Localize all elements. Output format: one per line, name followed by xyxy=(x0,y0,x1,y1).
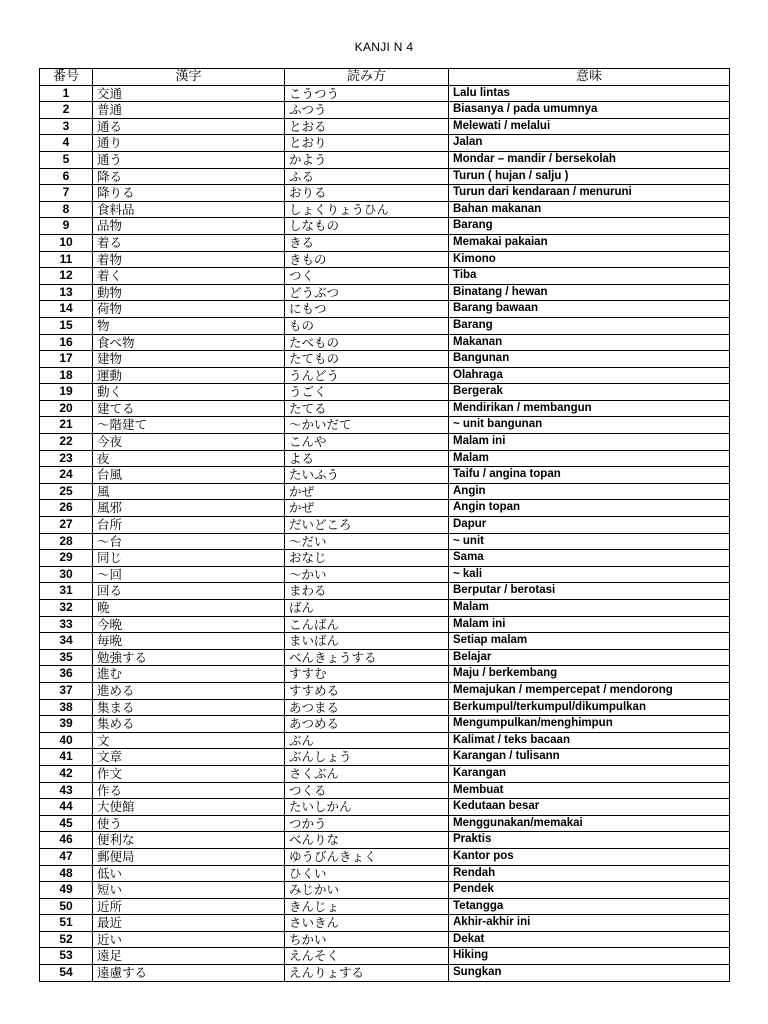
row-meaning: Makanan xyxy=(449,334,730,351)
row-reading: たべもの xyxy=(285,334,449,351)
row-meaning: Malam xyxy=(449,450,730,467)
row-meaning: Mengumpulkan/menghimpun xyxy=(449,716,730,733)
row-meaning: Lalu lintas xyxy=(449,85,730,102)
row-reading: つかう xyxy=(285,815,449,832)
row-reading: にもつ xyxy=(285,301,449,318)
row-number: 28 xyxy=(40,533,93,550)
row-kanji: 回る xyxy=(93,583,285,600)
row-reading: あつめる xyxy=(285,716,449,733)
row-reading: ～かいだて xyxy=(285,417,449,434)
row-reading: とおり xyxy=(285,135,449,152)
row-number: 41 xyxy=(40,749,93,766)
table-row xyxy=(40,965,730,982)
row-number: 39 xyxy=(40,716,93,733)
row-number: 30 xyxy=(40,566,93,583)
row-number: 1 xyxy=(40,85,93,102)
row-number: 10 xyxy=(40,234,93,251)
row-number: 11 xyxy=(40,251,93,268)
table-row xyxy=(40,517,730,534)
row-reading: もの xyxy=(285,317,449,334)
row-kanji: 勉強する xyxy=(93,649,285,666)
table-row xyxy=(40,848,730,865)
row-meaning: Biasanya / pada umumnya xyxy=(449,102,730,119)
row-reading: どうぶつ xyxy=(285,284,449,301)
row-number: 5 xyxy=(40,151,93,168)
row-meaning: Turun ( hujan / salju ) xyxy=(449,168,730,185)
table-row xyxy=(40,483,730,500)
row-number: 8 xyxy=(40,201,93,218)
row-kanji: 動く xyxy=(93,384,285,401)
row-kanji: 着物 xyxy=(93,251,285,268)
row-kanji: 荷物 xyxy=(93,301,285,318)
row-reading: さいきん xyxy=(285,915,449,932)
row-reading: とおる xyxy=(285,118,449,135)
row-reading: うごく xyxy=(285,384,449,401)
row-number: 50 xyxy=(40,898,93,915)
header-row xyxy=(40,69,730,86)
table-row xyxy=(40,185,730,202)
row-meaning: Memajukan / mempercepat / mendorong xyxy=(449,682,730,699)
row-number: 2 xyxy=(40,102,93,119)
row-kanji: 同じ xyxy=(93,550,285,567)
row-number: 22 xyxy=(40,434,93,451)
row-meaning: ~ unit bangunan xyxy=(449,417,730,434)
table-row xyxy=(40,102,730,119)
row-reading: つく xyxy=(285,268,449,285)
row-number: 47 xyxy=(40,848,93,865)
row-reading: きんじょ xyxy=(285,898,449,915)
page-title: KANJI N 4 xyxy=(354,40,414,54)
row-kanji: 動物 xyxy=(93,284,285,301)
row-kanji: 最近 xyxy=(93,915,285,932)
row-reading: かよう xyxy=(285,151,449,168)
row-number: 3 xyxy=(40,118,93,135)
row-kanji: 遠慮する xyxy=(93,965,285,982)
row-kanji: ～階建て xyxy=(93,417,285,434)
row-kanji: 進む xyxy=(93,666,285,683)
table-row xyxy=(40,865,730,882)
row-meaning: Angin xyxy=(449,483,730,500)
row-kanji: 使う xyxy=(93,815,285,832)
row-reading: ふつう xyxy=(285,102,449,119)
table-row xyxy=(40,931,730,948)
row-reading: つくる xyxy=(285,782,449,799)
row-reading: こんや xyxy=(285,434,449,451)
row-number: 52 xyxy=(40,931,93,948)
row-number: 6 xyxy=(40,168,93,185)
row-number: 46 xyxy=(40,832,93,849)
row-meaning: Turun dari kendaraan / menuruni xyxy=(449,185,730,202)
row-meaning: Berputar / berotasi xyxy=(449,583,730,600)
row-kanji: 運動 xyxy=(93,367,285,384)
table-row xyxy=(40,367,730,384)
row-meaning: ~ kali xyxy=(449,566,730,583)
row-reading: ～かい xyxy=(285,566,449,583)
row-number: 20 xyxy=(40,400,93,417)
row-meaning: Dekat xyxy=(449,931,730,948)
row-kanji: ～台 xyxy=(93,533,285,550)
row-number: 7 xyxy=(40,185,93,202)
row-meaning: Berkumpul/terkumpul/dikumpulkan xyxy=(449,699,730,716)
row-reading: かぜ xyxy=(285,500,449,517)
table-row xyxy=(40,201,730,218)
row-number: 16 xyxy=(40,334,93,351)
table-row xyxy=(40,732,730,749)
row-reading: べんきょうする xyxy=(285,649,449,666)
row-meaning: Barang xyxy=(449,317,730,334)
row-kanji: 着る xyxy=(93,234,285,251)
row-number: 9 xyxy=(40,218,93,235)
row-kanji: 近所 xyxy=(93,898,285,915)
row-meaning: Tetangga xyxy=(449,898,730,915)
row-meaning: Memakai pakaian xyxy=(449,234,730,251)
row-reading: しなもの xyxy=(285,218,449,235)
row-meaning: Membuat xyxy=(449,782,730,799)
row-meaning: Mondar – mandir / bersekolah xyxy=(449,151,730,168)
table-row xyxy=(40,666,730,683)
table-row xyxy=(40,550,730,567)
row-meaning: Kantor pos xyxy=(449,848,730,865)
row-meaning: Akhir-akhir ini xyxy=(449,915,730,932)
header-reading: 読み方 xyxy=(285,69,449,86)
row-reading: まいばん xyxy=(285,633,449,650)
table-row xyxy=(40,915,730,932)
row-number: 40 xyxy=(40,732,93,749)
row-reading: えんりょする xyxy=(285,965,449,982)
row-kanji: 交通 xyxy=(93,85,285,102)
row-number: 37 xyxy=(40,682,93,699)
table-row xyxy=(40,566,730,583)
row-kanji: ～回 xyxy=(93,566,285,583)
table-row xyxy=(40,882,730,899)
row-reading: ～だい xyxy=(285,533,449,550)
row-number: 26 xyxy=(40,500,93,517)
row-reading: たいふう xyxy=(285,467,449,484)
row-number: 25 xyxy=(40,483,93,500)
row-kanji: 短い xyxy=(93,882,285,899)
header-meaning: 意味 xyxy=(449,69,730,86)
row-number: 29 xyxy=(40,550,93,567)
row-number: 18 xyxy=(40,367,93,384)
row-meaning: Sungkan xyxy=(449,965,730,982)
row-meaning: Kedutaan besar xyxy=(449,799,730,816)
table-header xyxy=(40,69,730,86)
table-row xyxy=(40,334,730,351)
row-number: 36 xyxy=(40,666,93,683)
row-reading: きる xyxy=(285,234,449,251)
row-reading: だいどころ xyxy=(285,517,449,534)
row-reading: おりる xyxy=(285,185,449,202)
table-row xyxy=(40,616,730,633)
row-meaning: Kimono xyxy=(449,251,730,268)
row-kanji: 便利な xyxy=(93,832,285,849)
row-reading: かぜ xyxy=(285,483,449,500)
row-number: 15 xyxy=(40,317,93,334)
row-reading: しょくりょうひん xyxy=(285,201,449,218)
row-reading: うんどう xyxy=(285,367,449,384)
table-row xyxy=(40,948,730,965)
row-number: 35 xyxy=(40,649,93,666)
table-row xyxy=(40,600,730,617)
row-meaning: Sama xyxy=(449,550,730,567)
table-row xyxy=(40,284,730,301)
table-row xyxy=(40,633,730,650)
table-row xyxy=(40,467,730,484)
row-number: 51 xyxy=(40,915,93,932)
row-kanji: 台所 xyxy=(93,517,285,534)
row-meaning: Karangan / tulisann xyxy=(449,749,730,766)
row-kanji: 作文 xyxy=(93,765,285,782)
row-meaning: Tiba xyxy=(449,268,730,285)
table-row xyxy=(40,118,730,135)
table-row xyxy=(40,500,730,517)
row-number: 49 xyxy=(40,882,93,899)
row-kanji: 通る xyxy=(93,118,285,135)
row-reading: すすめる xyxy=(285,682,449,699)
row-reading: べんりな xyxy=(285,832,449,849)
row-kanji: 夜 xyxy=(93,450,285,467)
row-number: 38 xyxy=(40,699,93,716)
row-number: 12 xyxy=(40,268,93,285)
row-number: 23 xyxy=(40,450,93,467)
row-meaning: Praktis xyxy=(449,832,730,849)
row-kanji: 食べ物 xyxy=(93,334,285,351)
table-row xyxy=(40,649,730,666)
row-number: 43 xyxy=(40,782,93,799)
row-kanji: 郵便局 xyxy=(93,848,285,865)
row-kanji: 近い xyxy=(93,931,285,948)
row-meaning: ~ unit xyxy=(449,533,730,550)
row-kanji: 通り xyxy=(93,135,285,152)
row-kanji: 品物 xyxy=(93,218,285,235)
row-reading: ぶんしょう xyxy=(285,749,449,766)
row-reading: たてもの xyxy=(285,351,449,368)
row-kanji: 今夜 xyxy=(93,434,285,451)
row-meaning: Menggunakan/memakai xyxy=(449,815,730,832)
row-number: 27 xyxy=(40,517,93,534)
table-row xyxy=(40,765,730,782)
row-meaning: Angin topan xyxy=(449,500,730,517)
row-number: 19 xyxy=(40,384,93,401)
row-number: 53 xyxy=(40,948,93,965)
row-meaning: Olahraga xyxy=(449,367,730,384)
row-reading: きもの xyxy=(285,251,449,268)
row-kanji: 毎晩 xyxy=(93,633,285,650)
row-meaning: Pendek xyxy=(449,882,730,899)
row-meaning: Maju / berkembang xyxy=(449,666,730,683)
row-number: 32 xyxy=(40,600,93,617)
row-meaning: Bahan makanan xyxy=(449,201,730,218)
row-number: 54 xyxy=(40,965,93,982)
row-meaning: Kalimat / teks bacaan xyxy=(449,732,730,749)
row-reading: ふる xyxy=(285,168,449,185)
row-reading: えんそく xyxy=(285,948,449,965)
row-reading: たてる xyxy=(285,400,449,417)
table-row xyxy=(40,782,730,799)
table-row xyxy=(40,234,730,251)
row-meaning: Malam ini xyxy=(449,616,730,633)
row-kanji: 降りる xyxy=(93,185,285,202)
table-body xyxy=(40,85,730,981)
row-kanji: 風邪 xyxy=(93,500,285,517)
table-row xyxy=(40,218,730,235)
row-kanji: 物 xyxy=(93,317,285,334)
table-row xyxy=(40,384,730,401)
row-meaning: Melewati / melalui xyxy=(449,118,730,135)
row-number: 45 xyxy=(40,815,93,832)
row-kanji: 通う xyxy=(93,151,285,168)
row-number: 13 xyxy=(40,284,93,301)
row-meaning: Malam xyxy=(449,600,730,617)
table-row xyxy=(40,716,730,733)
table-row xyxy=(40,749,730,766)
row-reading: おなじ xyxy=(285,550,449,567)
table-row xyxy=(40,583,730,600)
row-kanji: 大使館 xyxy=(93,799,285,816)
header-kanji: 漢字 xyxy=(93,69,285,86)
row-number: 42 xyxy=(40,765,93,782)
table-row xyxy=(40,533,730,550)
row-reading: ひくい xyxy=(285,865,449,882)
row-meaning: Hiking xyxy=(449,948,730,965)
row-reading: すすむ xyxy=(285,666,449,683)
row-number: 21 xyxy=(40,417,93,434)
table-row xyxy=(40,85,730,102)
row-number: 34 xyxy=(40,633,93,650)
row-meaning: Bangunan xyxy=(449,351,730,368)
row-reading: ばん xyxy=(285,600,449,617)
row-kanji: 今晩 xyxy=(93,616,285,633)
row-kanji: 風 xyxy=(93,483,285,500)
row-kanji: 集める xyxy=(93,716,285,733)
row-reading: こんばん xyxy=(285,616,449,633)
row-meaning: Belajar xyxy=(449,649,730,666)
row-kanji: 建物 xyxy=(93,351,285,368)
row-meaning: Jalan xyxy=(449,135,730,152)
header-number: 番号 xyxy=(40,69,93,86)
row-kanji: 建てる xyxy=(93,400,285,417)
row-meaning: Binatang / hewan xyxy=(449,284,730,301)
table-row xyxy=(40,434,730,451)
table-row xyxy=(40,317,730,334)
table-row xyxy=(40,699,730,716)
row-kanji: 台風 xyxy=(93,467,285,484)
row-meaning: Malam ini xyxy=(449,434,730,451)
row-kanji: 着く xyxy=(93,268,285,285)
row-kanji: 進める xyxy=(93,682,285,699)
table-row xyxy=(40,682,730,699)
table-row xyxy=(40,815,730,832)
row-meaning: Barang xyxy=(449,218,730,235)
row-reading: よる xyxy=(285,450,449,467)
row-reading: ちかい xyxy=(285,931,449,948)
row-meaning: Karangan xyxy=(449,765,730,782)
row-kanji: 集まる xyxy=(93,699,285,716)
row-kanji: 低い xyxy=(93,865,285,882)
row-reading: こうつう xyxy=(285,85,449,102)
row-number: 44 xyxy=(40,799,93,816)
table-row xyxy=(40,151,730,168)
row-number: 33 xyxy=(40,616,93,633)
row-kanji: 普通 xyxy=(93,102,285,119)
kanji-vocabulary-table xyxy=(39,68,730,982)
row-reading: たいしかん xyxy=(285,799,449,816)
table-row xyxy=(40,799,730,816)
table-row xyxy=(40,351,730,368)
table-row xyxy=(40,268,730,285)
table-row xyxy=(40,450,730,467)
row-number: 48 xyxy=(40,865,93,882)
row-kanji: 食料品 xyxy=(93,201,285,218)
row-kanji: 文 xyxy=(93,732,285,749)
row-number: 4 xyxy=(40,135,93,152)
row-meaning: Mendirikan / membangun xyxy=(449,400,730,417)
row-kanji: 文章 xyxy=(93,749,285,766)
table-row xyxy=(40,135,730,152)
row-meaning: Rendah xyxy=(449,865,730,882)
row-kanji: 晩 xyxy=(93,600,285,617)
row-number: 14 xyxy=(40,301,93,318)
row-kanji: 作る xyxy=(93,782,285,799)
row-number: 31 xyxy=(40,583,93,600)
table-row xyxy=(40,832,730,849)
row-meaning: Bergerak xyxy=(449,384,730,401)
row-meaning: Taifu / angina topan xyxy=(449,467,730,484)
row-reading: みじかい xyxy=(285,882,449,899)
row-meaning: Barang bawaan xyxy=(449,301,730,318)
row-number: 17 xyxy=(40,351,93,368)
row-reading: まわる xyxy=(285,583,449,600)
table-row xyxy=(40,251,730,268)
table-row xyxy=(40,301,730,318)
table-row xyxy=(40,168,730,185)
row-meaning: Dapur xyxy=(449,517,730,534)
row-kanji: 降る xyxy=(93,168,285,185)
row-meaning: Setiap malam xyxy=(449,633,730,650)
row-reading: あつまる xyxy=(285,699,449,716)
table-row xyxy=(40,417,730,434)
row-reading: ぶん xyxy=(285,732,449,749)
row-reading: ゆうびんきょく xyxy=(285,848,449,865)
row-reading: さくぶん xyxy=(285,765,449,782)
table-row xyxy=(40,400,730,417)
row-kanji: 遠足 xyxy=(93,948,285,965)
row-number: 24 xyxy=(40,467,93,484)
table-row xyxy=(40,898,730,915)
